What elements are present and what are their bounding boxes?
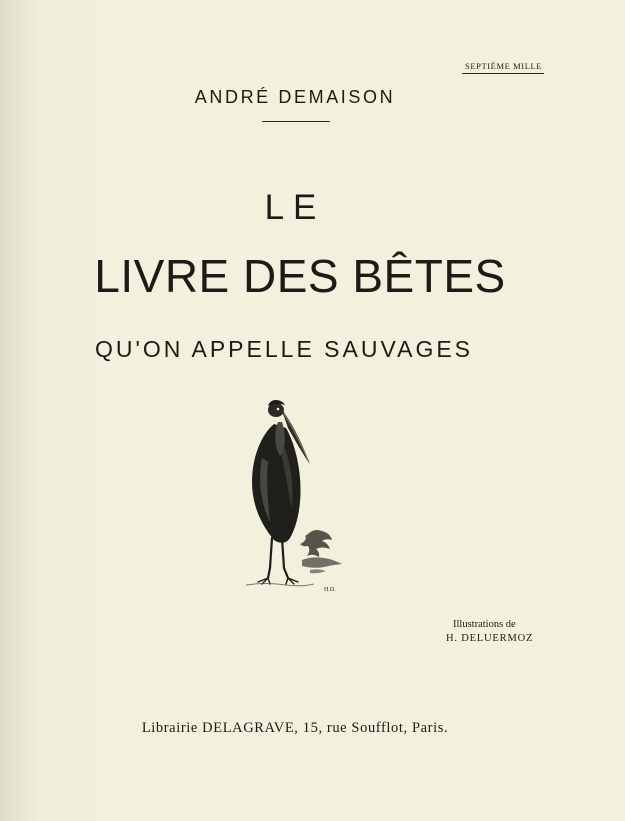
publisher-line: Librairie DELAGRAVE, 15, rue Soufflot, Paris. — [141, 720, 449, 736]
book-title: LIVRE DES BÊTES — [94, 250, 506, 302]
edition-note: SEPTIÈME MILLE — [462, 60, 544, 74]
credits-label: Illustrations de — [453, 619, 516, 630]
ground-tuft — [300, 530, 342, 573]
book-subtitle: QU'ON APPELLE SAUVAGES — [94, 336, 474, 362]
illustrator-name: H. DELUERMOZ — [446, 633, 534, 644]
stork-legs — [268, 538, 288, 578]
title-article: LE — [264, 188, 326, 227]
illustration-credits — [446, 618, 533, 646]
illustrator-signature: H.D. — [324, 587, 336, 592]
marabou-stork-illustration — [238, 398, 350, 592]
author-name: ANDRÉ DEMAISON — [194, 87, 396, 107]
author-divider — [262, 121, 330, 122]
